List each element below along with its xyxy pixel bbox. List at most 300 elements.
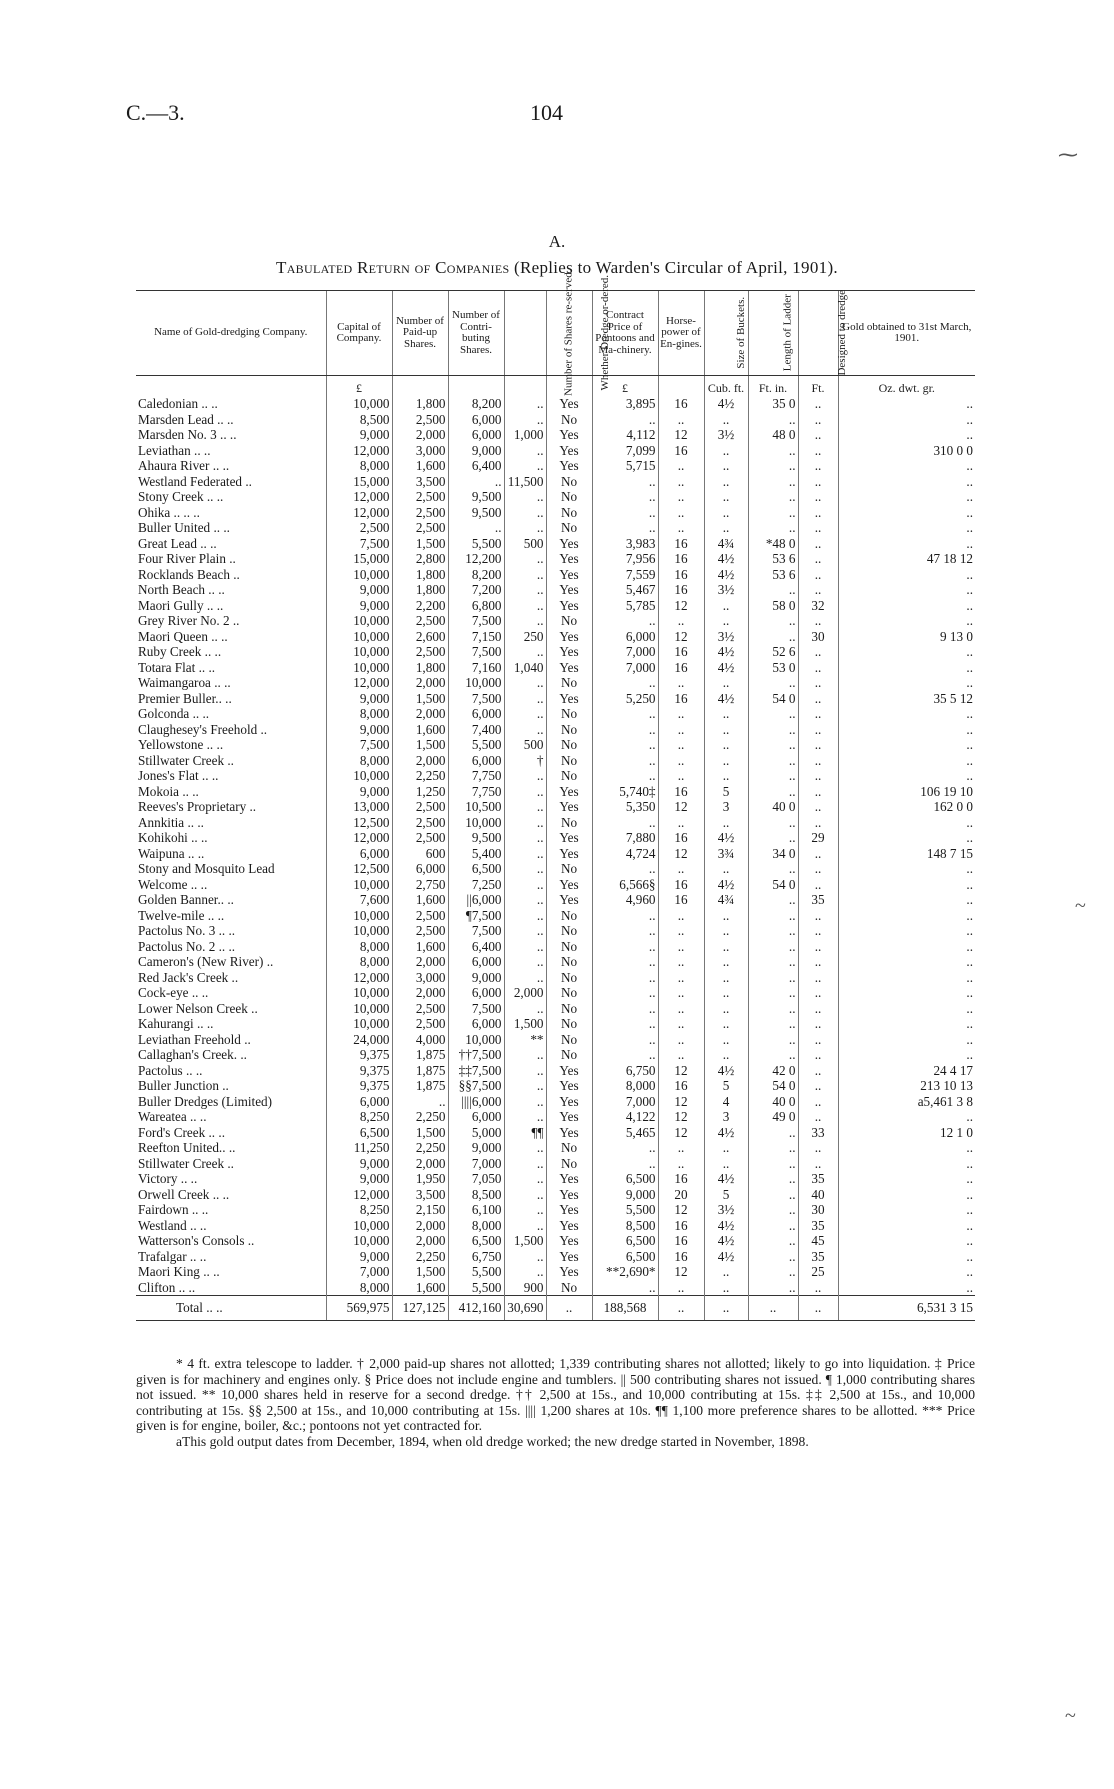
designed-depth-cell: 33 <box>798 1125 838 1141</box>
company-name-cell: Yellowstone .. .. <box>138 737 224 752</box>
contributing-shares-cell: 7,500 <box>448 644 504 660</box>
designed-depth-cell: .. <box>798 474 838 490</box>
company-name-cell: Four River Plain .. <box>138 551 236 566</box>
designed-depth-cell: .. <box>798 877 838 893</box>
unit-cell: £ <box>326 376 392 397</box>
reserved-shares-cell: .. <box>504 1264 546 1280</box>
bucket-size-cell: 3¾ <box>704 846 748 862</box>
contributing-shares-cell: 6,100 <box>448 1202 504 1218</box>
col-header-contract-price: Contract Price of Pontoons and Ma-chinery. <box>592 291 658 376</box>
contract-price-cell: .. <box>592 954 658 970</box>
table-row <box>136 1078 975 1094</box>
reserved-shares-cell: .. <box>504 784 546 800</box>
paid-up-shares-cell: 1,500 <box>392 691 448 707</box>
contract-price-cell: .. <box>592 737 658 753</box>
designed-depth-cell: .. <box>798 954 838 970</box>
contributing-shares-cell: 8,000 <box>448 1218 504 1234</box>
capital-cell: 6,000 <box>326 1094 392 1110</box>
contributing-shares-cell: 7,250 <box>448 877 504 893</box>
paid-up-shares-cell: 2,150 <box>392 1202 448 1218</box>
bucket-size-cell: .. <box>704 954 748 970</box>
bucket-size-cell: .. <box>704 985 748 1001</box>
company-name-cell: Reeves's Proprietary .. <box>138 799 257 814</box>
company-name-cell: Golconda .. .. <box>138 706 210 721</box>
company-name-cell: Leviathan .. .. <box>138 442 211 458</box>
bucket-size-cell: 4½ <box>704 1233 748 1249</box>
horse-power-cell: 16 <box>658 443 704 459</box>
contract-price-cell: 6,750 <box>592 1063 658 1079</box>
designed-depth-cell: .. <box>798 675 838 691</box>
paid-up-shares-cell: 1,600 <box>392 892 448 908</box>
footnotes <box>136 1356 975 1450</box>
designed-depth-cell: .. <box>798 1016 838 1032</box>
reserved-shares-cell: .. <box>504 877 546 893</box>
designed-depth-cell: .. <box>798 582 838 598</box>
designed-depth-cell: .. <box>798 458 838 474</box>
company-name-cell: Kohikohi .. .. <box>138 830 208 845</box>
bucket-size-cell: 3½ <box>704 629 748 645</box>
paid-up-shares-cell: 2,000 <box>392 1233 448 1249</box>
designed-depth-cell: .. <box>798 691 838 707</box>
contract-price-cell: 7,099 <box>592 443 658 459</box>
horse-power-cell: 16 <box>658 1218 704 1234</box>
horse-power-cell: .. <box>658 474 704 490</box>
dredge-ordered-cell: Yes <box>546 1218 592 1234</box>
contributing-shares-cell: 9,500 <box>448 489 504 505</box>
table-row <box>136 861 975 877</box>
company-name-cell: Orwell Creek .. .. <box>138 1186 230 1202</box>
gold-obtained-cell: .. <box>838 644 975 660</box>
horse-power-cell: 16 <box>658 1078 704 1094</box>
bucket-size-cell: .. <box>704 908 748 924</box>
dredge-ordered-cell: Yes <box>546 598 592 614</box>
ladder-length-cell: .. <box>748 923 798 939</box>
contributing-shares-cell: 10,000 <box>448 815 504 831</box>
paid-up-shares-cell: 2,500 <box>392 815 448 831</box>
paid-up-shares-cell: 3,000 <box>392 443 448 459</box>
contributing-shares-cell: .. <box>448 520 504 536</box>
contributing-shares-cell: ||6,000 <box>448 892 504 908</box>
capital-cell: 9,000 <box>326 427 392 443</box>
ladder-length-cell: .. <box>748 458 798 474</box>
designed-depth-cell: 45 <box>798 1233 838 1249</box>
ladder-length-cell: 53 6 <box>748 567 798 583</box>
table-row <box>136 629 975 645</box>
contract-price-cell: 7,880 <box>592 830 658 846</box>
contributing-shares-cell: 5,000 <box>448 1125 504 1141</box>
total-buckets: .. <box>704 1296 748 1321</box>
bucket-size-cell: 3 <box>704 799 748 815</box>
gold-obtained-cell: .. <box>838 954 975 970</box>
contributing-shares-cell: 6,400 <box>448 939 504 955</box>
horse-power-cell: .. <box>658 861 704 877</box>
bucket-size-cell: 4½ <box>704 660 748 676</box>
company-name-cell: Buller Dredges (Limited) <box>138 1093 273 1109</box>
designed-depth-cell: .. <box>798 1280 838 1296</box>
contract-price-cell: .. <box>592 1047 658 1063</box>
paid-up-shares-cell: 1,950 <box>392 1171 448 1187</box>
designed-depth-cell: .. <box>798 908 838 924</box>
gold-obtained-cell: .. <box>838 706 975 722</box>
contract-price-cell: .. <box>592 1280 658 1296</box>
table-row <box>136 706 975 722</box>
horse-power-cell: .. <box>658 1016 704 1032</box>
company-name-cell: Twelve-mile .. .. <box>138 907 225 923</box>
gold-obtained-cell: .. <box>838 458 975 474</box>
horse-power-cell: .. <box>658 815 704 831</box>
gold-obtained-cell: .. <box>838 1047 975 1063</box>
unit-cell: Ft. in. <box>748 376 798 397</box>
gold-obtained-cell: .. <box>838 1016 975 1032</box>
gold-obtained-cell: 148 7 15 <box>838 846 975 862</box>
paid-up-shares-cell: 2,500 <box>392 1016 448 1032</box>
table-row <box>136 1047 975 1063</box>
paid-up-shares-cell: 600 <box>392 846 448 862</box>
paid-up-shares-cell: 2,500 <box>392 830 448 846</box>
contributing-shares-cell: 7,160 <box>448 660 504 676</box>
dredge-ordered-cell: Yes <box>546 892 592 908</box>
gold-obtained-cell: 35 5 12 <box>838 691 975 707</box>
horse-power-cell: .. <box>658 1032 704 1048</box>
dredge-ordered-cell: Yes <box>546 1187 592 1203</box>
reserved-shares-cell: .. <box>504 1202 546 1218</box>
contributing-shares-cell: 8,200 <box>448 396 504 412</box>
company-name-cell: Mokoia .. .. <box>138 783 199 799</box>
paid-up-shares-cell: 1,875 <box>392 1063 448 1079</box>
contributing-shares-cell: 9,500 <box>448 505 504 521</box>
dredge-ordered-cell: No <box>546 489 592 505</box>
table-row <box>136 799 975 815</box>
contract-price-cell: .. <box>592 722 658 738</box>
dredge-ordered-cell: Yes <box>546 1094 592 1110</box>
reserved-shares-cell: .. <box>504 1078 546 1094</box>
horse-power-cell: 16 <box>658 660 704 676</box>
capital-cell: 8,000 <box>326 753 392 769</box>
reserved-shares-cell: ** <box>504 1032 546 1048</box>
bucket-size-cell: 3½ <box>704 1202 748 1218</box>
company-name-cell: Buller United .. .. <box>138 520 230 535</box>
gold-obtained-cell: .. <box>838 1140 975 1156</box>
ladder-length-cell: .. <box>748 613 798 629</box>
ladder-length-cell: .. <box>748 753 798 769</box>
ladder-length-cell: .. <box>748 1156 798 1172</box>
ladder-length-cell: 53 0 <box>748 660 798 676</box>
ladder-length-cell: .. <box>748 706 798 722</box>
reserved-shares-cell: .. <box>504 1187 546 1203</box>
reserved-shares-cell: .. <box>504 722 546 738</box>
capital-cell: 9,375 <box>326 1078 392 1094</box>
reserved-shares-cell: 1,500 <box>504 1016 546 1032</box>
dredge-ordered-cell: No <box>546 412 592 428</box>
contract-price-cell: 4,724 <box>592 846 658 862</box>
bucket-size-cell: 4¾ <box>704 892 748 908</box>
gold-obtained-cell: .. <box>838 1171 975 1187</box>
horse-power-cell: .. <box>658 489 704 505</box>
unit-cell: Ft. <box>798 376 838 397</box>
ladder-length-cell: .. <box>748 520 798 536</box>
gold-obtained-cell: .. <box>838 908 975 924</box>
dredge-ordered-cell: No <box>546 706 592 722</box>
reserved-shares-cell: .. <box>504 691 546 707</box>
gold-obtained-cell: .. <box>838 1280 975 1296</box>
unit-cell: £ <box>592 376 658 397</box>
contributing-shares-cell: 6,400 <box>448 458 504 474</box>
table-row <box>136 598 975 614</box>
contract-price-cell: 7,956 <box>592 551 658 567</box>
horse-power-cell: .. <box>658 412 704 428</box>
capital-cell: 11,250 <box>326 1140 392 1156</box>
bucket-size-cell: .. <box>704 1280 748 1296</box>
col-header-contributing: Number of Contri-buting Shares. <box>448 291 504 376</box>
reserved-shares-cell: .. <box>504 489 546 505</box>
gold-obtained-cell: .. <box>838 660 975 676</box>
designed-depth-cell: 30 <box>798 629 838 645</box>
paid-up-shares-cell: 2,600 <box>392 629 448 645</box>
gold-obtained-cell: .. <box>838 1218 975 1234</box>
capital-cell: 12,500 <box>326 815 392 831</box>
paid-up-shares-cell: 1,600 <box>392 939 448 955</box>
reserved-shares-cell: ¶¶ <box>504 1125 546 1141</box>
capital-cell: 9,000 <box>326 1156 392 1172</box>
ladder-length-cell: .. <box>748 908 798 924</box>
capital-cell: 9,000 <box>326 722 392 738</box>
gold-obtained-cell: .. <box>838 427 975 443</box>
dredge-ordered-cell: No <box>546 923 592 939</box>
designed-depth-cell: .. <box>798 861 838 877</box>
bucket-size-cell: 3 <box>704 1109 748 1125</box>
bucket-size-cell: 4½ <box>704 830 748 846</box>
ladder-length-cell: 54 0 <box>748 691 798 707</box>
ladder-length-cell: .. <box>748 1187 798 1203</box>
dredge-ordered-cell: Yes <box>546 582 592 598</box>
dredge-ordered-cell: No <box>546 722 592 738</box>
col-header-paid-up: Number of Paid-up Shares. <box>392 291 448 376</box>
table-row <box>136 412 975 428</box>
contract-price-cell: 4,112 <box>592 427 658 443</box>
capital-cell: 8,250 <box>326 1202 392 1218</box>
bucket-size-cell: 4½ <box>704 691 748 707</box>
designed-depth-cell: .. <box>798 1063 838 1079</box>
dredge-ordered-cell: Yes <box>546 1249 592 1265</box>
company-name-cell: Grey River No. 2 .. <box>138 613 240 628</box>
gold-obtained-cell: .. <box>838 753 975 769</box>
gold-obtained-cell: .. <box>838 1187 975 1203</box>
contract-price-cell: .. <box>592 1140 658 1156</box>
ladder-length-cell: .. <box>748 861 798 877</box>
paid-up-shares-cell: 1,250 <box>392 784 448 800</box>
table-row <box>136 505 975 521</box>
ladder-length-cell: .. <box>748 582 798 598</box>
horse-power-cell: .. <box>658 1001 704 1017</box>
horse-power-cell: .. <box>658 520 704 536</box>
designed-depth-cell: 29 <box>798 830 838 846</box>
capital-cell: 10,000 <box>326 644 392 660</box>
table-row <box>136 1156 975 1172</box>
capital-cell: 8,500 <box>326 412 392 428</box>
paid-up-shares-cell: 1,800 <box>392 396 448 412</box>
gold-obtained-cell: .. <box>838 1202 975 1218</box>
horse-power-cell: .. <box>658 768 704 784</box>
contract-price-cell: 5,467 <box>592 582 658 598</box>
dredge-ordered-cell: Yes <box>546 1171 592 1187</box>
table-row <box>136 489 975 505</box>
contract-price-cell: 3,895 <box>592 396 658 412</box>
table-row <box>136 722 975 738</box>
horse-power-cell: 16 <box>658 892 704 908</box>
company-name-cell: Stillwater Creek .. <box>138 1155 234 1171</box>
col-header-designed-depth <box>798 290 848 376</box>
unit-cell <box>136 376 326 397</box>
contributing-shares-cell: 7,050 <box>448 1171 504 1187</box>
reserved-shares-cell: .. <box>504 908 546 924</box>
bucket-size-cell: .. <box>704 815 748 831</box>
horse-power-cell: 16 <box>658 551 704 567</box>
contributing-shares-cell: 9,000 <box>448 1140 504 1156</box>
designed-depth-cell: .. <box>798 706 838 722</box>
capital-cell: 9,375 <box>326 1063 392 1079</box>
designed-depth-cell: .. <box>798 443 838 459</box>
contributing-shares-cell: ††7,500 <box>448 1047 504 1063</box>
company-name-cell: Callaghan's Creek. .. <box>138 1047 247 1062</box>
company-name-cell: Caledonian .. .. <box>138 396 218 411</box>
company-name-cell: Stony Creek .. .. <box>138 489 224 504</box>
table-row <box>136 1202 975 1218</box>
designed-depth-cell: .. <box>798 1140 838 1156</box>
ladder-length-cell: .. <box>748 489 798 505</box>
total-row <box>136 1296 975 1321</box>
col-header-gold-obtained: Gold obtained to 31st March, 1901. <box>838 291 975 376</box>
table-row <box>136 753 975 769</box>
designed-depth-cell: .. <box>798 985 838 1001</box>
table-row <box>136 954 975 970</box>
ladder-length-cell: .. <box>748 784 798 800</box>
contract-price-cell: 7,000 <box>592 644 658 660</box>
paid-up-shares-cell: 1,600 <box>392 1280 448 1296</box>
designed-depth-cell: .. <box>798 489 838 505</box>
capital-cell: 8,000 <box>326 458 392 474</box>
contributing-shares-cell: 6,750 <box>448 1249 504 1265</box>
capital-cell: 9,000 <box>326 1171 392 1187</box>
paid-up-shares-cell: 1,800 <box>392 582 448 598</box>
capital-cell: 7,500 <box>326 737 392 753</box>
reserved-shares-cell: .. <box>504 396 546 412</box>
table-row <box>136 939 975 955</box>
contributing-shares-cell: 7,500 <box>448 613 504 629</box>
dredge-ordered-cell: No <box>546 1032 592 1048</box>
reserved-shares-cell: .. <box>504 644 546 660</box>
dredge-ordered-cell: No <box>546 1047 592 1063</box>
horse-power-cell: .. <box>658 954 704 970</box>
paid-up-shares-cell: 2,500 <box>392 505 448 521</box>
bucket-size-cell: .. <box>704 474 748 490</box>
paid-up-shares-cell: 1,500 <box>392 1264 448 1280</box>
horse-power-cell: .. <box>658 505 704 521</box>
paid-up-shares-cell: 3,500 <box>392 1187 448 1203</box>
ladder-length-cell: 53 6 <box>748 551 798 567</box>
reserved-shares-cell: .. <box>504 1047 546 1063</box>
paid-up-shares-cell: 1,875 <box>392 1047 448 1063</box>
bucket-size-cell: .. <box>704 722 748 738</box>
unit-cell <box>504 376 546 397</box>
capital-cell: 10,000 <box>326 908 392 924</box>
reserved-shares-cell: .. <box>504 1156 546 1172</box>
table-row <box>136 970 975 986</box>
contributing-shares-cell: 7,500 <box>448 691 504 707</box>
ladder-length-cell: .. <box>748 629 798 645</box>
reserved-shares-cell: .. <box>504 1249 546 1265</box>
table-row <box>136 1264 975 1280</box>
contributing-shares-cell: 5,400 <box>448 846 504 862</box>
gold-obtained-cell: .. <box>838 768 975 784</box>
ladder-length-cell: .. <box>748 1140 798 1156</box>
bucket-size-cell: 4½ <box>704 1125 748 1141</box>
company-name-cell: Westland .. .. <box>138 1217 207 1233</box>
company-name-cell: Victory .. .. <box>138 1171 198 1186</box>
bucket-size-cell: .. <box>704 970 748 986</box>
horse-power-cell: .. <box>658 706 704 722</box>
horse-power-cell: 16 <box>658 396 704 412</box>
company-name-cell: Claughesey's Freehold .. <box>138 721 268 737</box>
table-row <box>136 644 975 660</box>
ladder-length-cell: .. <box>748 1202 798 1218</box>
horse-power-cell: 16 <box>658 567 704 583</box>
reserved-shares-cell: .. <box>504 1109 546 1125</box>
paid-up-shares-cell: 2,000 <box>392 675 448 691</box>
designed-depth-cell: .. <box>798 1047 838 1063</box>
table-row <box>136 877 975 893</box>
paid-up-shares-cell: 2,500 <box>392 644 448 660</box>
gold-obtained-cell: .. <box>838 815 975 831</box>
designed-depth-cell: .. <box>798 613 838 629</box>
reserved-shares-cell: 500 <box>504 737 546 753</box>
reserved-shares-cell: .. <box>504 443 546 459</box>
col-header-name: Name of Gold-dredging Company. <box>136 291 326 376</box>
table-row <box>136 892 975 908</box>
capital-cell: 12,000 <box>326 970 392 986</box>
paid-up-shares-cell: 2,500 <box>392 520 448 536</box>
paid-up-shares-cell: 2,250 <box>392 1109 448 1125</box>
company-name-cell: Wareatea .. .. <box>138 1109 207 1124</box>
ladder-length-cell: .. <box>748 768 798 784</box>
paid-up-shares-cell: 1,500 <box>392 1125 448 1141</box>
table-row <box>136 458 975 474</box>
company-name-cell: Ruby Creek .. .. <box>138 644 222 659</box>
total-paid-up: 127,125 <box>392 1296 448 1321</box>
company-name-cell: Waipuna .. .. <box>138 845 205 861</box>
paid-up-shares-cell: 2,250 <box>392 768 448 784</box>
designed-depth-cell: .. <box>798 768 838 784</box>
contract-price-cell: 6,500 <box>592 1249 658 1265</box>
contract-price-cell: .. <box>592 489 658 505</box>
horse-power-cell: 16 <box>658 784 704 800</box>
col-header-horse-power: Horse-power of En-gines. <box>658 291 704 376</box>
ladder-length-cell: .. <box>748 970 798 986</box>
reserved-shares-cell: .. <box>504 830 546 846</box>
company-name-cell: Stony and Mosquito Lead <box>138 861 275 876</box>
contract-price-cell: .. <box>592 908 658 924</box>
ladder-length-cell: 48 0 <box>748 427 798 443</box>
designed-depth-cell: 35 <box>798 892 838 908</box>
designed-depth-cell: .. <box>798 815 838 831</box>
bucket-size-cell: 3½ <box>704 427 748 443</box>
gold-obtained-cell: .. <box>838 1233 975 1249</box>
paid-up-shares-cell: 6,000 <box>392 861 448 877</box>
paid-up-shares-cell: 2,500 <box>392 923 448 939</box>
capital-cell: 10,000 <box>326 985 392 1001</box>
contributing-shares-cell: 6,000 <box>448 753 504 769</box>
table-row <box>136 536 975 552</box>
table-row <box>136 768 975 784</box>
